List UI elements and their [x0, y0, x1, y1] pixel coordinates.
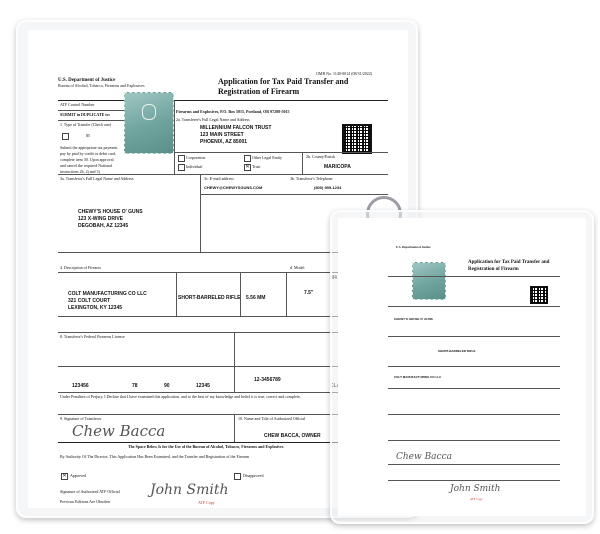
agency-subname: Bureau of Alcohol, Tobacco, Firearms and Explosives	[58, 83, 145, 88]
amt5-checkbox[interactable]	[62, 133, 69, 140]
approved-checkbox[interactable]: ✕	[62, 474, 67, 479]
phone-value: (800) 999-1234	[314, 185, 342, 190]
ein-value: 12-3456789	[254, 377, 281, 383]
small-qr-code	[530, 286, 548, 304]
maker-name: COLT MANUFACTURING CO LLC	[68, 291, 147, 297]
small-tax-stamp	[412, 262, 446, 300]
small-atf-signature: John Smith	[450, 484, 501, 494]
atf-signature: John Smith	[150, 482, 229, 498]
transferor-name: CHEWY'S HOUSE O' GUNS	[78, 209, 143, 215]
agency-name: U.S. Department of Justice	[58, 78, 116, 83]
ffl-part-4: 12345	[196, 383, 210, 389]
mailing-address: Firearms and Explosives, P.O. Box 5015, Portland, OR 97208-5015	[176, 109, 290, 114]
transferee-name: MILLENNIUM FALCON TRUST	[200, 125, 272, 131]
firearm-desc-label: 4. Description of Firearm	[60, 265, 101, 270]
amt5-label: $5	[86, 133, 90, 138]
transferor-signature: Chew Bacca	[72, 422, 166, 440]
atf-use-heading: The Space Below Is for the Use of the Bureau of Alcohol, Tobacco, Firearms and Explosives	[128, 444, 284, 449]
ffl-part-3: 90	[164, 383, 170, 389]
transferee-street: 123 MAIN STREET	[200, 132, 244, 138]
email-value: CHEWY@CHEWYSGUNS.COM	[204, 185, 263, 190]
perjury-statement: Under Penalties of Perjury, I Declare that I have examined this application, and to the best of my knowledge and belief it is true, correct and complete,	[60, 395, 301, 399]
tax-stamp	[124, 92, 174, 154]
disapproved-checkbox[interactable]	[234, 473, 241, 480]
item3a-label: 3a. Transferor's Full Legal Name and Address	[60, 176, 134, 181]
qr-code	[342, 124, 372, 154]
form-title-line1: Application for Tax Paid Transfer and	[218, 77, 349, 86]
transferor-city: DEGOBAH, AZ 12345	[78, 223, 129, 229]
form-page-large: OMB No. 1140-0014 (08/31/2022) U.S. Department of Justice Bureau of Alcohol, Tobacco, Firearms and Explosives Application for Tax Paid Transfer and Registration of Firearm ATF Control Number SUBMIT in DUPLICATE to: 1. Type of Transfer (Check one) $5 Submit the appropriate tax payment. pay by paid by credit or debit card, complete item 30. Upon approval and cancel the required National instructions 2b, 2j and 3) Firearms and Explosives, P.O. Box 5015, Portland, OR 97208-5015 2a. Transferee's Full Legal Name and Address MILLENNIUM FALCON TRUST 123 MAIN STREET PHOENIX, AZ 85001 Corporation Individual Other Legal Entity ✕ Trust 2b. County/Parish MARICOPA 3a. Transferor's Full Legal Name and Address 3c. E-mail address CHEWY@CHEWYSGUNS.COM 3b. Transferor's Telephone (800) 999-1234 CHEWY'S HOUSE O' GUNS 123 X-WING DRIVE DEGOBAH, AZ 12345 4. Description of Firearm d. Model COLT MANUFACTURING CO LLC 321 COLT COURT LEXINGTON, KY 12345 SHORT-BARRELED RIFLE 5.56 MM 7.5" 8. Transferor's Federal Firearms License 123456 78 90 12345 12-3456789 Under Penalties of Perjury, I Declare that I have examined this application, and to the best of my knowledge and belief it is true, correct and complete, 9. Signature of Transferor 10. Name and Title of Authorized Official Chew Bacca CHEW BACCA, OWNER The Space Below Is for the Use of the Bureau of Alcohol, Tobacco, Firearms and Explosives By Authority Of The Director, This Application Has Been Examined, and the Transfer and Registration of the Firearm ✕ Approved Disapproved Signature of Authorized ATF Official John Smith Previous Editions Are Obsolete ATF Copy	[28, 30, 408, 508]
firearm-type: SHORT-BARRELED RIFLE	[178, 295, 241, 301]
form-page-small: U.S. Department of Justice Application for Tax Paid Transfer and Registration of Firearm CHEWY'S HOUSE O' GUNS SHORT-BARRELED RIFLE COLT MANUFACTURING CO LLC Chew Bacca John Smith ATF Copy	[338, 218, 586, 516]
atf-copy-label: ATF Copy	[198, 500, 215, 505]
item2a-label: 2a. Transferee's Full Legal Name and Address	[176, 117, 250, 122]
submit-label: SUBMIT in DUPLICATE to:	[60, 112, 110, 117]
barrel-length: 7.5"	[304, 290, 314, 296]
submit-note: Submit the appropriate tax payment.	[60, 145, 119, 150]
transferee-city: PHOENIX, AZ 85001	[200, 139, 248, 145]
small-transferor-signature: Chew Bacca	[396, 452, 452, 462]
maker-street: 321 COLT COURT	[68, 298, 111, 304]
transferor-street: 123 X-WING DRIVE	[78, 216, 124, 222]
individual-checkbox[interactable]	[178, 164, 185, 171]
ffl-part-2: 78	[132, 383, 138, 389]
atf-control-label: ATF Control Number	[60, 102, 95, 107]
other-entity-checkbox[interactable]	[244, 155, 251, 162]
maker-city: LEXINGTON, KY 12345	[68, 305, 123, 311]
corporation-checkbox[interactable]	[178, 155, 185, 162]
ffl-part-1: 123456	[72, 383, 89, 389]
small-title-line2: Registration of Firearm	[468, 267, 519, 272]
small-title-line1: Application for Tax Paid Transfer and	[468, 260, 550, 265]
trust-checkbox[interactable]: ✕	[245, 165, 250, 170]
item8-label: 8. Transferor's Federal Firearms License	[60, 334, 125, 339]
form-title-line2: Registration of Firearm	[218, 87, 300, 96]
authority-text: By Authority Of The Director, This Application Has Been Examined, and the Transfer and Registration of the Firearm	[60, 455, 250, 459]
caliber-value: 5.56 MM	[246, 295, 266, 301]
type-transfer-label: 1. Type of Transfer (Check one)	[60, 122, 112, 127]
omb-number: OMB No. 1140-0014 (08/31/2022)	[316, 71, 373, 76]
signer-name: CHEW BACCA, OWNER	[264, 433, 321, 439]
county-value: MARICOPA	[324, 164, 351, 170]
